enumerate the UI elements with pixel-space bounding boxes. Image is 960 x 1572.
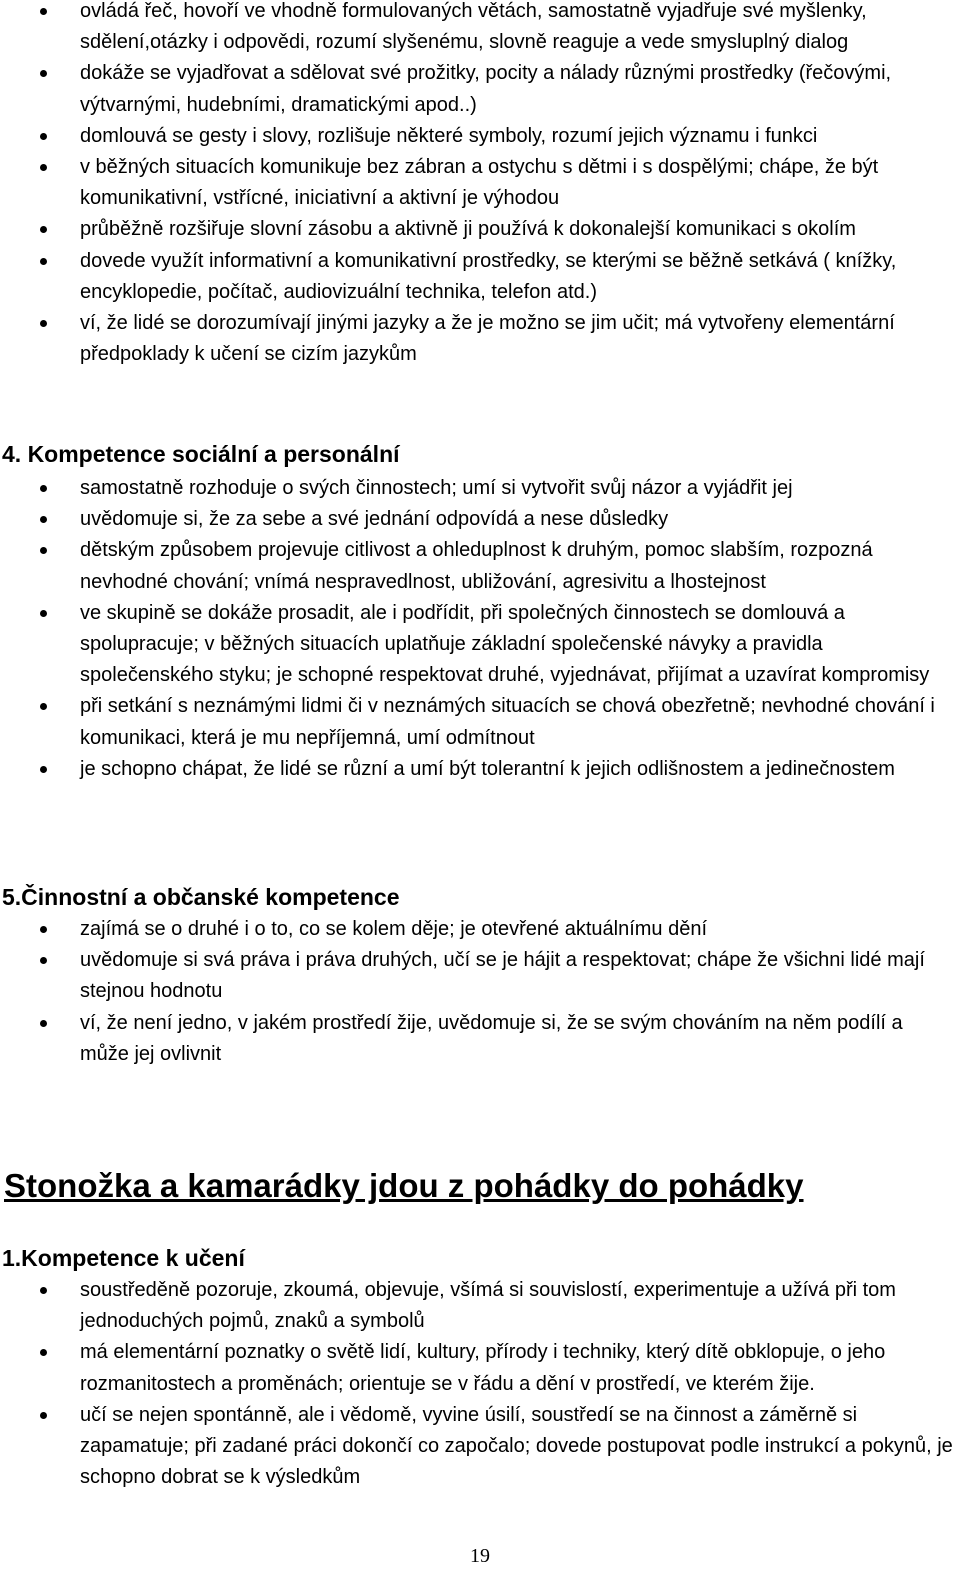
section-1-list xyxy=(0,1275,960,1493)
list-item: učí se nejen spontánně, ale i vědomě, vyvine úsilí, soustředí se na činnost a záměrně si zapamatuje; při zadané práci dokončí co započalo; dovede postupovat podle instrukcí a pokynů, je schopno dobrat se k výsledkům xyxy=(0,1400,960,1494)
list-item: ví, že lidé se dorozumívají jinými jazyky a že je možno se jim učit; má vytvořeny elementární předpoklady k učení se cizím jazykům xyxy=(0,308,960,370)
list-item: průběžně rozšiřuje slovní zásobu a aktivně ji používá k dokonalejší komunikaci s okolím xyxy=(0,214,960,245)
section-4-heading: 4. Kompetence sociální a personální xyxy=(2,441,400,467)
list-item: dětským způsobem projevuje citlivost a ohleduplnost k druhým, pomoc slabším, rozpozná nevhodné chování; vnímá nespravedlnost, ubližování, agresivitu a lhostejnost xyxy=(0,535,960,597)
list-item: dovede využít informativní a komunikativní prostředky, se kterými se běžně setkává ( knížky, encyklopedie, počítač, audiovizuální technika, telefon atd.) xyxy=(0,246,960,308)
list-item: uvědomuje si svá práva i práva druhých, učí se je hájit a respektovat; chápe že všichni lidé mají stejnou hodnotu xyxy=(0,945,960,1007)
section-a-list xyxy=(0,0,960,370)
list-item: domlouvá se gesty i slovy, rozlišuje některé symboly, rozumí jejich významu i funkci xyxy=(0,121,960,152)
section-5-list xyxy=(0,914,960,1070)
list-item: ovládá řeč, hovoří ve vhodně formulovaných větách, samostatně vyjadřuje své myšlenky, sdělení,otázky i odpovědi, rozumí slyšenému, slovně reaguje a vede smysluplný dialog xyxy=(0,0,960,58)
list-item: při setkání s neznámými lidmi či v neznámých situacích se chová obezřetně; nevhodné chování i komunikaci, která je mu nepříjemná, umí odmítnout xyxy=(0,691,960,753)
list-item: uvědomuje si, že za sebe a své jednání odpovídá a nese důsledky xyxy=(0,504,960,535)
list-item: v běžných situacích komunikuje bez zábran a ostychu s dětmi i s dospělými; chápe, že být komunikativní, vstřícné, iniciativní a aktivní je výhodou xyxy=(0,152,960,214)
list-item: je schopno chápat, že lidé se různí a umí být tolerantní k jejich odlišnostem a jedinečnostem xyxy=(0,754,960,785)
section-4-list xyxy=(0,473,960,785)
list-item: dokáže se vyjadřovat a sdělovat své prožitky, pocity a nálady různými prostředky (řečovými, výtvarnými, hudebními, dramatickými apod..) xyxy=(0,58,960,120)
list-item: soustředěně pozoruje, zkoumá, objevuje, všímá si souvislostí, experimentuje a užívá při tom jednoduchých pojmů, znaků a symbolů xyxy=(0,1275,960,1337)
page-number: 19 xyxy=(470,1545,490,1567)
story-title: Stonožka a kamarádky jdou z pohádky do pohádky xyxy=(4,1167,804,1204)
section-5-heading: 5.Činnostní a občanské kompetence xyxy=(2,884,400,910)
list-item: má elementární poznatky o světě lidí, kultury, přírody i techniky, který dítě obklopuje, o jeho rozmanitostech a proměnách; orientuje se v řádu a dění v prostředí, ve kterém žije. xyxy=(0,1337,960,1399)
list-item: samostatně rozhoduje o svých činnostech; umí si vytvořit svůj názor a vyjádřit jej xyxy=(0,473,960,504)
list-item: ví, že není jedno, v jakém prostředí žije, uvědomuje si, že se svým chováním na něm podílí a může jej ovlivnit xyxy=(0,1008,960,1070)
section-1-heading: 1.Kompetence k učení xyxy=(2,1245,245,1271)
list-item: zajímá se o druhé i o to, co se kolem děje; je otevřené aktuálnímu dění xyxy=(0,914,960,945)
list-item: ve skupině se dokáže prosadit, ale i podřídit, při společných činnostech se domlouvá a spolupracuje; v běžných situacích uplatňuje základní společenské návyky a pravidla společenského styku; je schopné respektovat druhé, vyjednávat, přijímat a uzavírat kompromisy xyxy=(0,598,960,692)
